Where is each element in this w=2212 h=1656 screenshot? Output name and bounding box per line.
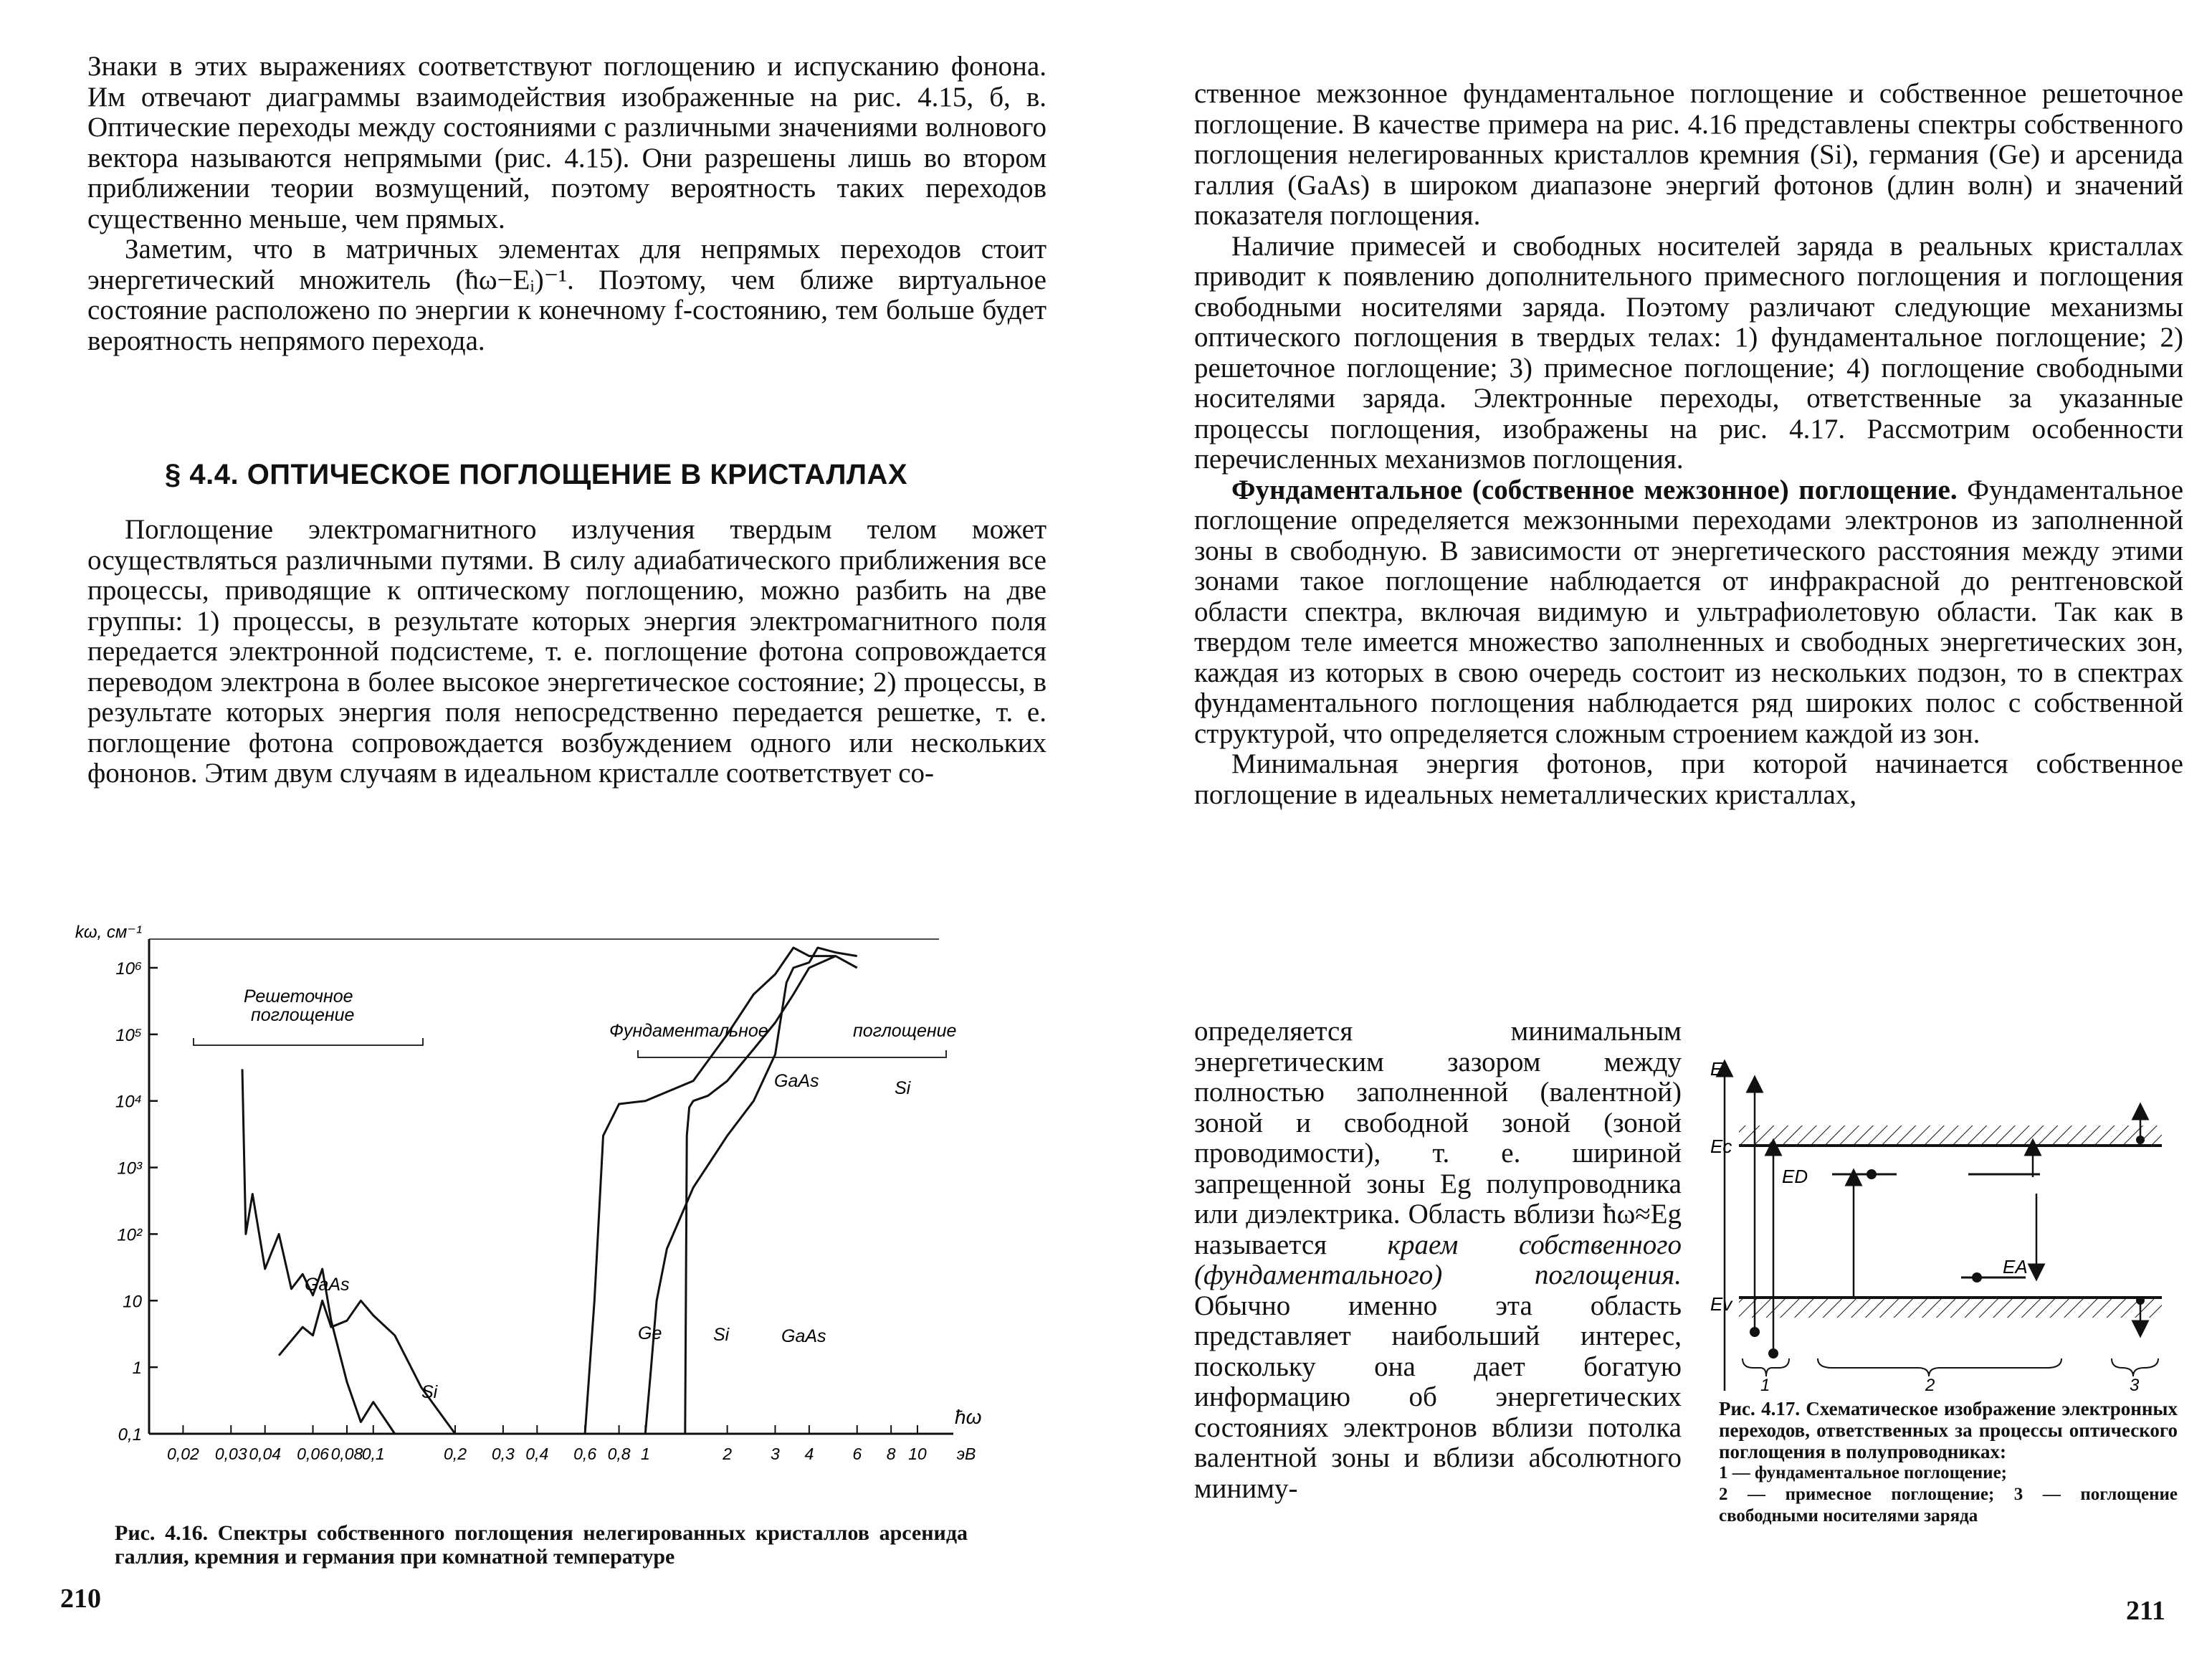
x-tick-label: 0,02 (167, 1445, 199, 1463)
right-paragraph-5-a: определяется минимальным энергетическим зазором между полностью заполненной (валентной) зоной и свободной зоной (зоной проводимости), т. е. шириной запрещенной зоны Eg полупроводника или диэлектрика. Область вблизи ħω≈Eg называется (1194, 1016, 1682, 1260)
x-tick-label: 0,08 (330, 1445, 363, 1463)
group-1-label: 1 (1760, 1376, 1770, 1391)
ed-label: ED (1782, 1166, 1808, 1187)
electron-dot (1768, 1348, 1778, 1358)
x-tick-label: 6 (852, 1445, 862, 1463)
figure-4-17-caption-text: Рис. 4.17. Схематическое изображение электронных переходов, ответственных за процессы оптического поглощения в полупроводниках: (1719, 1398, 2178, 1462)
fundamental-label: Фундаментальное (609, 1021, 768, 1041)
y-tick-label: 10 (123, 1292, 142, 1312)
chart-axes (75, 923, 982, 1463)
y-tick-label: 10⁴ (115, 1092, 142, 1112)
y-tick-label: 10³ (117, 1158, 142, 1179)
x-unit-label: эВ (956, 1445, 976, 1463)
valence-band-hatch (1739, 1298, 2162, 1318)
si-fund-label: Si (713, 1325, 730, 1345)
right-text-wrapped (1194, 1017, 1682, 1504)
y-tick-label: 10² (117, 1225, 142, 1245)
group-1-brace (1743, 1358, 1789, 1376)
right-paragraph-1: ственное межзонное фундаментальное поглощение и собственное решеточное поглощение. В качестве примера на рис. 4.16 представлены спектры собственного поглощения нелегированных кристаллов кремния (Si), германия (Ge) и арсенида галлия (GaAs) в широком диапазоне энергий фотонов (длин волн) и значений показателя поглощения. (1194, 78, 2183, 231)
lattice-label-line2: поглощение (251, 1005, 355, 1025)
group-2-label: 2 (1925, 1376, 1935, 1391)
right-paragraph-5-b: Обычно именно эта область представляет наибольший интерес, поскольку она дает богатую информацию об энергетических состояниях электронов вблизи потолка валентной зоны и вблизи абсолютного миниму- (1194, 1290, 1682, 1504)
figure-4-17-legend-2: 2 — примесное поглощение; 3 — поглощение свободными носителями заряда (1719, 1485, 2178, 1526)
left-text-bottom (87, 515, 1047, 789)
x-tick-label: 10 (908, 1445, 927, 1463)
group-3-label: 3 (2130, 1376, 2140, 1391)
y-tick-label: 10⁶ (115, 959, 142, 979)
donor-dot (1867, 1169, 1877, 1179)
curve-gaas-0 (242, 1069, 395, 1434)
x-axis-label: ħω (955, 1406, 982, 1428)
group-3-brace (2112, 1358, 2158, 1376)
x-tick-label: 0,8 (607, 1445, 631, 1463)
hole-dot (2136, 1296, 2145, 1305)
figure-4-17-diagram (1710, 1047, 2169, 1391)
right-paragraph-3-body: Фундаментальное поглощение определяется межзонными переходами электронов из заполненной зоны в свободную. В зависимости от энергетического расстояния между этими зонами такое поглощение наблюдается от инфракрасной до рентгеновской области спектра, включая видимую и ультрафиолетовую области. Так как в твердом теле имеется множество заполненных и свободных энергетических зон, каждая из которых в свою очередь состоит из нескольких подзон, то в спектрах фундаментального поглощения наблюдается ряд широких полос с собственной структурой, что определяется сложным строением каждой из зон. (1194, 474, 2184, 749)
left-paragraph-1: Знаки в этих выражениях соответствуют поглощению и испусканию фонона. Им отвечают диаграммы взаимодействия изображенные на рис. 4.15, б, в. Оптические переходы между состояниями с различными значениями волнового вектора называются непрямыми (рис. 4.15). Они разрешены лишь во втором приближении теории возмущений, поэтому вероятность таких переходов существенно меньше, чем прямых. (87, 51, 1047, 234)
right-paragraph-4: Минимальная энергия фотонов, при которой начинается собственное поглощение в идеальных неметаллических кристаллах, (1194, 748, 2183, 810)
x-tick-label: 0,3 (491, 1445, 515, 1463)
x-tick-label: 0,6 (573, 1445, 597, 1463)
left-paragraph-3: Поглощение электромагнитного излучения твердым телом может осуществляться различными путями. В силу адиабатического приближения все процессы, приводящие к оптическому поглощению, можно разбить на две группы: 1) процессы, в результате которых энергия электромагнитного поля передается электронной подсистеме, т. е. поглощение фотона сопровождается переводом электрона в более высокое энергетическое состояние; 2) процессы, в результате которых энергия поля непосредственно передается решетке, т. е. поглощение фотона сопровождается возбуждением одного или нескольких фононов. Этим двум случаям в идеальном кристалле соответствует со- (87, 514, 1047, 789)
left-text-top (87, 52, 1047, 356)
lattice-bracket (194, 1038, 423, 1045)
fundamental-label-2: поглощение (853, 1021, 957, 1041)
x-tick-label: 4 (804, 1445, 814, 1463)
subsection-title: Фундаментальное (собственное межзонное) поглощение. (1231, 474, 1958, 505)
section-heading: § 4.4. ОПТИЧЕСКОЕ ПОГЛОЩЕНИЕ В КРИСТАЛЛАХ (165, 459, 908, 490)
y-tick-label: 1 (132, 1358, 142, 1379)
si-high-label: Si (895, 1078, 911, 1098)
term-absorption-edge: краем собственного (фундаментального) поглощения. (1194, 1229, 1682, 1290)
x-tick-label: 0,04 (249, 1445, 282, 1463)
acceptor-dot (1972, 1272, 1982, 1283)
gaas-lattice-label: GaAs (305, 1275, 350, 1295)
y-tick-label: 0,1 (118, 1425, 142, 1445)
electron-dot (2136, 1136, 2145, 1144)
figure-4-17-caption (1719, 1398, 2178, 1527)
chart-labels (194, 986, 956, 1402)
figure-4-16-chart (65, 918, 1011, 1520)
right-paragraph-5 (1194, 1017, 1682, 1504)
x-tick-label: 0,1 (361, 1445, 385, 1463)
group-2-brace (1818, 1358, 2061, 1376)
x-tick-label: 0,4 (525, 1445, 549, 1463)
x-tick-label: 0,03 (214, 1445, 247, 1463)
energy-axis-label: E (1710, 1058, 1723, 1080)
fundamental-bracket (638, 1050, 946, 1057)
lattice-label-line1: Решеточное (244, 986, 353, 1007)
right-page (1122, 0, 2212, 1656)
right-paragraph-3 (1194, 475, 2183, 750)
x-tick-label: 1 (640, 1445, 650, 1463)
ec-label: Ec (1710, 1136, 1732, 1157)
ge-label: Ge (638, 1323, 662, 1343)
si-lattice-label: Si (421, 1382, 438, 1402)
left-paragraph-2: Заметим, что в матричных элементах для непрямых переходов стоит энергетический множитель (ħω−Eᵢ)⁻¹. Поэтому, чем ближе виртуальное состояние расположено по энергии к конечному f-состоянию, тем больше будет вероятность непрямого перехода. (87, 234, 1047, 356)
right-paragraph-2: Наличие примесей и свободных носителей заряда в реальных кристаллах приводит к появлению дополнительного примесного поглощения и поглощения свободными носителями заряда. Поэтому различают следующие механизмы оптического поглощения в твердых телах: 1) фундаментальное поглощение; 2) решеточное поглощение; 3) примесное поглощение; 4) поглощение свободными носителями заряда. Электронные переходы, ответственные за указанные процессы поглощения, изображены на рис. 4.17. Рассмотрим особенности перечисленных механизмов поглощения. (1194, 230, 2183, 475)
ea-label: EA (2003, 1256, 2028, 1277)
ev-label: Ev (1710, 1293, 1732, 1315)
left-page (0, 0, 1090, 1656)
x-tick-label: 8 (886, 1445, 896, 1463)
figure-4-16-caption: Рис. 4.16. Спектры собственного поглощения нелегированных кристаллов арсенида галлия, кремния и германия при комнатной температуре (115, 1521, 968, 1569)
x-tick-label: 0,06 (297, 1445, 329, 1463)
gaas-fund-label: GaAs (781, 1326, 826, 1346)
x-tick-label: 0,2 (444, 1445, 467, 1463)
x-tick-label: 2 (723, 1445, 733, 1463)
page-number-right: 211 (2126, 1596, 2165, 1626)
y-tick-label: 10⁵ (115, 1025, 142, 1045)
page-number-left: 210 (60, 1584, 101, 1614)
x-tick-label: 3 (771, 1445, 780, 1463)
y-axis-label: kω, см⁻¹ (75, 923, 142, 942)
gaas-high-label: GaAs (774, 1071, 819, 1091)
conduction-band-hatch (1739, 1126, 2162, 1146)
right-text-top (1194, 79, 2183, 810)
electron-dot (1750, 1327, 1760, 1337)
figure-4-17-legend-1: 1 — фундаментальное поглощение; (1719, 1463, 2008, 1483)
